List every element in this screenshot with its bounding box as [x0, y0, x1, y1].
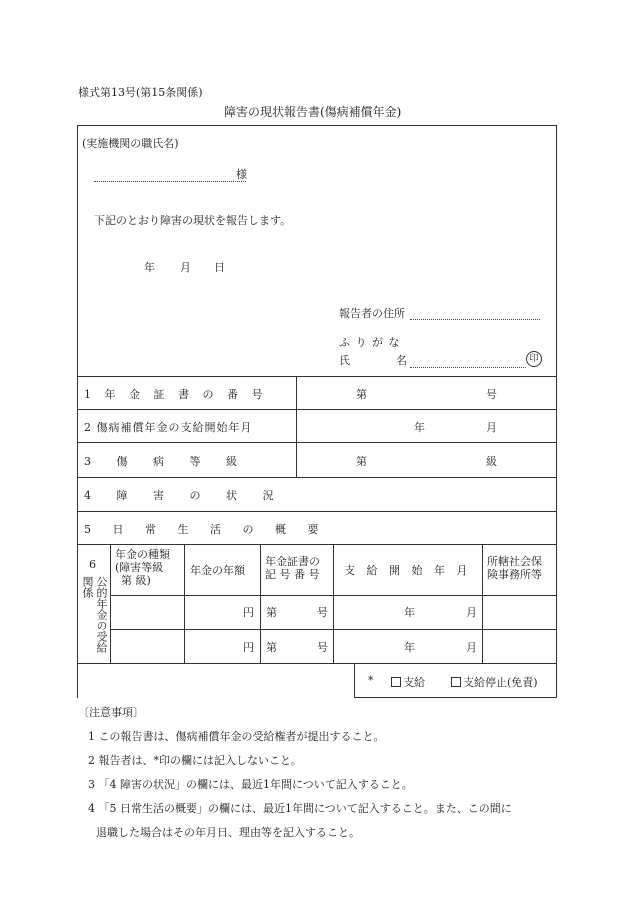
row1-label: 1 年 金 証 書 の 番 号 [84, 388, 268, 401]
header-office: 所轄社会保 険事務所等 [487, 555, 542, 581]
row3-suffix: 級 [486, 455, 497, 468]
section6-number: 6 [89, 558, 96, 571]
divider [296, 376, 297, 477]
row1-prefix: 第 [356, 388, 367, 401]
row4-label: 4 障 害 の 状 況 [84, 489, 285, 502]
pension-row1-no-suffix: 号 [317, 606, 328, 619]
reporter-name-label-1: 氏 [339, 354, 350, 367]
checkbox-icon[interactable] [391, 677, 401, 687]
pension-row2-no-suffix: 号 [317, 641, 328, 654]
date-year: 年 [144, 261, 155, 274]
divider [77, 477, 557, 478]
pension-row2-yen: 円 [243, 641, 254, 654]
row2-label: 2 傷病補償年金の支給開始年月 [84, 421, 253, 434]
reporter-address-line[interactable] [410, 319, 540, 320]
note-4: 4 「5 日常生活の概要」の欄には、最近1年間について記入すること。また、この間に [88, 802, 512, 815]
seal-mark-icon: 印 [526, 351, 542, 367]
checkbox-icon[interactable] [451, 677, 461, 687]
pension-row1-month: 月 [466, 606, 477, 619]
form-title: 障害の現状報告書(傷病補償年金) [224, 105, 402, 119]
header-start-date: 支 給 開 始 年 月 [344, 564, 472, 577]
option-payment[interactable]: 支給 [391, 674, 425, 690]
pension-row2-year: 年 [404, 641, 415, 654]
divider [333, 544, 334, 663]
header-pension-amount: 年金の年額 [190, 564, 245, 577]
addressee-label: (実施機関の職氏名) [82, 137, 179, 150]
addressee-honorific: 様 [236, 168, 247, 181]
row2-month: 月 [486, 421, 497, 434]
note-4-continued: 退職した場合はその年月日、理由等を記入すること。 [96, 826, 360, 839]
statement-text: 下記のとおり障害の現状を報告します。 [94, 214, 292, 227]
notes-heading: 〔注意事項〕 [78, 706, 144, 719]
divider [77, 511, 557, 512]
note-3: 3 「4 障害の状況」の欄には、最近1年間について記入すること。 [88, 778, 413, 791]
section6-vertical-label: 公的年金の受給関係 [81, 576, 108, 653]
row3-label: 3 傷 病 等 級 [84, 455, 248, 468]
option-payment-stop[interactable]: 支給停止(免責) [451, 674, 538, 690]
header-certificate: 年金証書の 記 号 番 号 [265, 555, 320, 581]
date-month: 月 [180, 261, 191, 274]
addressee-line[interactable] [94, 181, 246, 182]
reporter-furigana-label: ふ り が な [339, 336, 401, 349]
pension-row1-year: 年 [404, 606, 415, 619]
note-2: 2 報告者は、*印の欄には記入しないこと。 [88, 754, 302, 767]
divider [77, 442, 557, 443]
date-day: 日 [214, 261, 225, 274]
pension-row2-no-prefix: 第 [266, 641, 277, 654]
form-number: 様式第13号(第15条関係) [78, 86, 203, 99]
divider [77, 376, 557, 377]
divider [260, 544, 261, 663]
row1-suffix: 号 [486, 388, 497, 401]
divider [184, 544, 185, 663]
reporter-address-label: 報告者の住所 [339, 307, 405, 320]
divider [110, 544, 111, 663]
pension-row2-month: 月 [466, 641, 477, 654]
divider [77, 544, 557, 545]
header-pension-type: 年金の種類 (障害等級 第 級) [115, 548, 170, 587]
divider [77, 409, 557, 410]
pension-row1-yen: 円 [243, 606, 254, 619]
reporter-name-line[interactable] [410, 367, 526, 368]
row5-label: 5 日 常 生 活 の 概 要 [84, 523, 328, 536]
row2-year: 年 [414, 421, 425, 434]
note-1: 1 この報告書は、傷病補償年金の受給権者が提出すること。 [88, 730, 385, 743]
reporter-name-label-2: 名 [396, 354, 407, 367]
divider [482, 544, 483, 663]
official-use-asterisk: * [368, 674, 374, 687]
pension-row1-no-prefix: 第 [266, 606, 277, 619]
row3-prefix: 第 [356, 455, 367, 468]
